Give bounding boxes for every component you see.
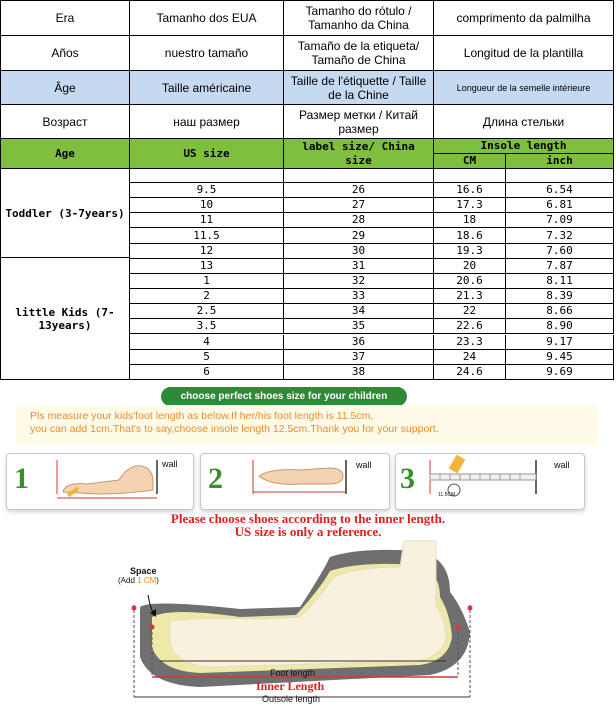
cell-us: 9.5 (130, 183, 284, 198)
header-age-en: Age (0, 139, 130, 169)
cell-cm: 16.6 (434, 183, 506, 198)
cell-inch: 8.90 (506, 319, 614, 334)
table-row (0, 274, 614, 289)
cell-cn: 35 (284, 319, 434, 334)
foot-length-label: Foot length (270, 668, 316, 678)
header-row-ru (0, 105, 614, 139)
cell-cm: 22.6 (434, 319, 506, 334)
cell-cm: 24.6 (434, 365, 506, 380)
header-us-pt: Tamanho dos EUA (130, 1, 284, 36)
cell-inch: 8.11 (506, 274, 614, 289)
wall-label-2: wall (356, 460, 372, 470)
cell-cm: 21.3 (434, 289, 506, 304)
cell-inch: 6.54 (506, 183, 614, 198)
cell-cn: 33 (284, 289, 434, 304)
cell-us: 11.5 (130, 228, 284, 243)
table-row (0, 213, 614, 228)
age-group-little-kids: little Kids (7-13years) (0, 258, 130, 380)
header-age-ru: Возраст (0, 105, 130, 139)
cell-cm: 20.6 (434, 274, 506, 289)
table-row (0, 319, 614, 334)
wall-label-3: wall (554, 460, 570, 470)
table-row (0, 228, 614, 243)
header-insole-en: Insole length (434, 139, 614, 154)
cell-inch: 8.66 (506, 304, 614, 319)
header-label-pt: Tamanho do rótulo / Tamanho da China (284, 1, 434, 36)
cell-cn: 31 (284, 259, 434, 274)
cell-inch: 9.69 (506, 365, 614, 380)
header-label-fr: Taille de l'étiquette / Taille de la Chine (284, 71, 434, 105)
table-row (0, 289, 614, 304)
header-insole-es: Longitud de la plantilla (434, 36, 614, 71)
table-row (0, 335, 614, 350)
header-us-es: nuestro tamaño (130, 36, 284, 71)
cell-cn: 30 (284, 244, 434, 259)
cell-us: 13 (130, 259, 284, 274)
header-label-ru: Размер метки / Китай размер (284, 105, 434, 139)
header-label-en: label size/ China size (284, 139, 434, 169)
cell-inch: 7.09 (506, 213, 614, 228)
step-number-2: 2 (208, 462, 223, 495)
header-insole-pt: comprimento da palmilha (434, 1, 614, 36)
cell-cm: 18 (434, 213, 506, 228)
cell-us: 2.5 (130, 304, 284, 319)
step-panel-2 (200, 453, 390, 510)
cell-cm: 18.6 (434, 228, 506, 243)
header-row-fr (0, 71, 614, 105)
cell-cn: 36 (284, 335, 434, 350)
cell-inch: 8.39 (506, 289, 614, 304)
table-row (0, 244, 614, 259)
cell-cn: 37 (284, 350, 434, 365)
header-row-en (0, 139, 614, 169)
header-insole-fr: Longueur de la semelle intérieure (434, 71, 614, 105)
cell-us: 1 (130, 274, 284, 289)
cell-cn: 29 (284, 228, 434, 243)
note-line-1: Pls measure your kids'foot length as below.If her/his foot length is 11.5cm, (30, 410, 374, 422)
cell-us: 2 (130, 289, 284, 304)
cell-inch: 9.17 (506, 335, 614, 350)
step-number-3: 3 (400, 462, 415, 495)
cell-cn: 32 (284, 274, 434, 289)
outsole-length-label: Outsole length (262, 694, 321, 704)
cell-us: 4 (130, 335, 284, 350)
cell-inch: 6.81 (506, 198, 614, 213)
table-row (0, 198, 614, 213)
table-row (0, 304, 614, 319)
ruler-tag: 11.5CM (438, 492, 456, 498)
header-age-fr: Âge (0, 71, 130, 105)
header-age-pt: Era (0, 1, 130, 36)
cell-cn: 26 (284, 183, 434, 198)
table-row (0, 259, 614, 274)
cell-cn: 27 (284, 198, 434, 213)
age-group-toddler: Toddler (3-7years) (0, 169, 130, 258)
cell-us: 6 (130, 365, 284, 380)
cell-cm: 24 (434, 350, 506, 365)
header-row-pt (0, 1, 614, 36)
header-us-ru: наш размер (130, 105, 284, 139)
header-us-en: US size (130, 139, 284, 169)
cell-cn: 28 (284, 213, 434, 228)
step-number-1: 1 (14, 462, 29, 495)
warning-line-2: US size is only a reference. (234, 524, 382, 539)
header-row-es (0, 36, 614, 71)
cell-cn: 34 (284, 304, 434, 319)
note-line-2: you can add 1cm.That's to say,choose insole length 12.5cm.Thank you for your support. (30, 423, 439, 435)
step-panel-3 (395, 453, 585, 510)
cell-cn: 38 (284, 365, 434, 380)
cell-inch: 7.60 (506, 244, 614, 259)
table-row (0, 365, 614, 380)
cell-cm: 20 (434, 259, 506, 274)
cell-us: 11 (130, 213, 284, 228)
header-insole-ru: Длина стельки (434, 105, 614, 139)
cell-cm: 22 (434, 304, 506, 319)
measure-guide (0, 383, 616, 707)
table-row (0, 350, 614, 365)
cell-inch: 9.45 (506, 350, 614, 365)
header-us-fr: Taille américaine (130, 71, 284, 105)
cell-cm: 17.3 (434, 198, 506, 213)
header-cm: CM (434, 154, 506, 169)
cell-us: 5 (130, 350, 284, 365)
step-panel-1 (6, 453, 194, 510)
warning-line-1: Please choose shoes according to the inner length. (170, 511, 446, 526)
cell-cm: 19.3 (434, 244, 506, 259)
add-label: (Add 1 CM) (118, 576, 159, 585)
space-label: Space (130, 566, 157, 576)
cell-inch: 7.32 (506, 228, 614, 243)
header-label-es: Tamaño de la etiqueta/ Tamaño de China (284, 36, 434, 71)
table-row (0, 183, 614, 198)
header-inch: inch (506, 154, 614, 169)
cell-cm: 23.3 (434, 335, 506, 350)
inner-length-label: Inner Length (256, 679, 325, 693)
cell-us: 3.5 (130, 319, 284, 334)
cell-us: 12 (130, 244, 284, 259)
guide-banner: choose perfect shoes size for your children (161, 387, 407, 406)
header-age-es: Años (0, 36, 130, 71)
cell-us: 10 (130, 198, 284, 213)
wall-label-1: wall (162, 459, 178, 469)
cell-inch: 7.87 (506, 259, 614, 274)
